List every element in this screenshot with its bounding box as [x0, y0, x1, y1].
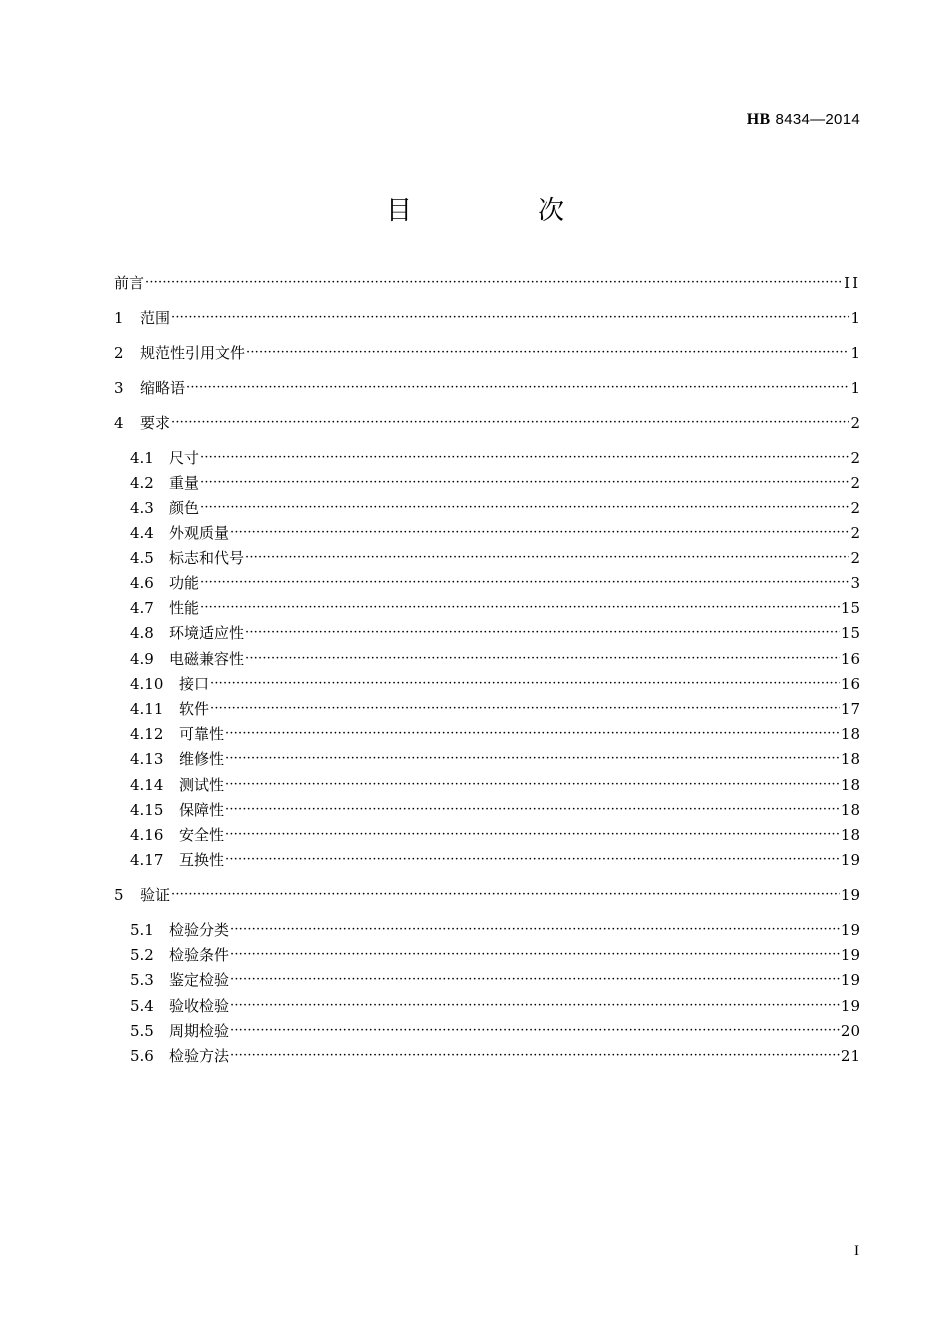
toc-entry-page: 2 — [850, 499, 860, 517]
toc-entry-page: 1 — [850, 379, 860, 397]
dot-leader — [200, 473, 849, 493]
toc-entry-page: 20 — [840, 1022, 860, 1040]
toc-entry-label: 鉴定检验 — [169, 971, 230, 989]
toc-entry[interactable] — [114, 378, 860, 398]
toc-entry[interactable] — [130, 548, 860, 568]
toc-entry-label: 前言 — [114, 274, 145, 292]
toc-entry[interactable] — [130, 825, 860, 845]
toc-entry-number: 5.4 — [130, 997, 154, 1015]
toc-entry-page: 18 — [840, 725, 860, 743]
toc-entry-number: 4.13 — [130, 750, 164, 768]
toc-entry[interactable] — [114, 343, 860, 363]
toc-entry-number: 2 — [114, 344, 124, 362]
toc-entry-page: 19 — [840, 997, 860, 1015]
toc-entry-label: 标志和代号 — [169, 549, 245, 567]
toc-entry-page: 18 — [840, 776, 860, 794]
toc-entry-page: 1 — [850, 344, 860, 362]
toc-entry-label: 测试性 — [179, 776, 225, 794]
dot-leader — [230, 970, 840, 990]
toc-entry[interactable] — [114, 273, 860, 293]
toc-entry[interactable] — [130, 674, 860, 694]
toc-entry-label: 功能 — [169, 574, 200, 592]
dot-leader — [145, 273, 843, 293]
toc-entry-label: 尺寸 — [169, 449, 200, 467]
toc-entry[interactable] — [130, 473, 860, 493]
toc-entry-page: 1 — [850, 309, 860, 327]
toc-entry-number: 5.1 — [130, 921, 154, 939]
toc-entry-label: 维修性 — [179, 750, 225, 768]
toc-entry-number: 4.14 — [130, 776, 164, 794]
toc-entry[interactable] — [130, 699, 860, 719]
toc-entry-number: 4.4 — [130, 524, 154, 542]
toc-entry-label: 检验方法 — [169, 1047, 230, 1065]
toc-entry[interactable] — [130, 573, 860, 593]
toc-entry-number: 5 — [114, 886, 124, 904]
toc-entry-label: 检验条件 — [169, 946, 230, 964]
toc-entry-number: 1 — [114, 309, 124, 327]
toc-entry[interactable] — [130, 920, 860, 940]
toc-entry-label: 要求 — [140, 414, 171, 432]
toc-entry-label: 外观质量 — [169, 524, 230, 542]
toc-entry-label: 检验分类 — [169, 921, 230, 939]
toc-entry-label: 软件 — [179, 700, 210, 718]
dot-leader — [246, 343, 849, 363]
toc-entry-label: 接口 — [179, 675, 210, 693]
toc-entry-number: 4.6 — [130, 574, 154, 592]
toc-entry-page: 19 — [840, 851, 860, 869]
dot-leader — [210, 674, 840, 694]
toc-entry[interactable] — [130, 970, 860, 990]
dot-leader — [225, 850, 840, 870]
standard-prefix: HB — [746, 111, 771, 128]
toc-entry[interactable] — [130, 649, 860, 669]
dot-leader — [230, 996, 840, 1016]
toc-entry[interactable] — [130, 775, 860, 795]
toc-entry[interactable] — [130, 850, 860, 870]
toc-entry-number: 4.1 — [130, 449, 154, 467]
toc-entry-page: 17 — [840, 700, 860, 718]
toc-entry[interactable] — [130, 523, 860, 543]
toc-entry-label: 范围 — [140, 309, 171, 327]
dot-leader — [230, 1046, 840, 1066]
toc-entry-page: 19 — [840, 946, 860, 964]
toc-entry-label: 性能 — [169, 599, 200, 617]
toc-entry-page: 18 — [840, 826, 860, 844]
dot-leader — [245, 548, 849, 568]
toc-entry[interactable] — [130, 1046, 860, 1066]
toc-entry-number: 5.3 — [130, 971, 154, 989]
dot-leader — [186, 378, 849, 398]
dot-leader — [171, 308, 849, 328]
toc-entry-page: 2 — [850, 414, 860, 432]
toc-entry-page: 19 — [840, 971, 860, 989]
toc-entry-label: 环境适应性 — [169, 624, 245, 642]
toc-entry[interactable] — [114, 885, 860, 905]
toc-entry-page: 19 — [840, 886, 860, 904]
dot-leader — [245, 623, 840, 643]
standard-code — [747, 110, 860, 129]
toc-entry-number: 4.3 — [130, 499, 154, 517]
toc-entry-label: 验收检验 — [169, 997, 230, 1015]
toc-entry[interactable] — [130, 800, 860, 820]
dot-leader — [230, 1021, 840, 1041]
toc-entry-page: 16 — [840, 650, 860, 668]
toc-entry-page: 19 — [840, 921, 860, 939]
footer-page-number: I — [854, 1243, 859, 1259]
toc-entry-number: 4.10 — [130, 675, 164, 693]
toc-entry-number: 3 — [114, 379, 124, 397]
toc-entry[interactable] — [114, 413, 860, 433]
toc-entry-number: 4.15 — [130, 801, 164, 819]
dot-leader — [225, 749, 840, 769]
toc-entry[interactable] — [130, 996, 860, 1016]
toc-entry-number: 4.7 — [130, 599, 154, 617]
toc-entry[interactable] — [130, 498, 860, 518]
toc-entry-page: 2 — [850, 549, 860, 567]
toc-entry-number: 4.16 — [130, 826, 164, 844]
toc-entry-number: 4.11 — [130, 700, 164, 718]
toc-entry-page: 2 — [850, 474, 860, 492]
dot-leader — [200, 498, 849, 518]
toc-entry-number: 4.8 — [130, 624, 154, 642]
toc-entry-label: 颜色 — [169, 499, 200, 517]
toc-entry-label: 可靠性 — [179, 725, 225, 743]
toc-entry-number: 5.5 — [130, 1022, 154, 1040]
toc-entry-label: 重量 — [169, 474, 200, 492]
toc-entry-number: 4.12 — [130, 725, 164, 743]
toc-entry-label: 验证 — [140, 886, 171, 904]
dot-leader — [230, 920, 840, 940]
toc-entry-page: 15 — [840, 624, 860, 642]
toc-entry[interactable] — [130, 724, 860, 744]
toc-entry-page: 2 — [850, 524, 860, 542]
toc-entry-label: 安全性 — [179, 826, 225, 844]
dot-leader — [225, 775, 840, 795]
toc-entry-number: 4.9 — [130, 650, 154, 668]
toc-entry[interactable] — [130, 598, 860, 618]
toc-entry-number: 5.6 — [130, 1047, 154, 1065]
dot-leader — [225, 800, 840, 820]
toc-entry-label: 互换性 — [179, 851, 225, 869]
dot-leader — [245, 649, 840, 669]
toc-entry-number: 5.2 — [130, 946, 154, 964]
dot-leader — [200, 448, 849, 468]
dot-leader — [230, 945, 840, 965]
toc-entry[interactable] — [130, 1021, 860, 1041]
toc-entry-number: 4.17 — [130, 851, 164, 869]
toc-entry[interactable] — [130, 749, 860, 769]
dot-leader — [210, 699, 840, 719]
toc-entry[interactable] — [130, 945, 860, 965]
toc-entry[interactable] — [130, 623, 860, 643]
toc-entry-number: 4 — [114, 414, 124, 432]
dot-leader — [225, 724, 840, 744]
dot-leader — [171, 885, 840, 905]
dot-leader — [225, 825, 840, 845]
toc-entry-page: 18 — [840, 801, 860, 819]
page-title: 目 次 — [385, 196, 614, 226]
toc-entry-label: 周期检验 — [169, 1022, 230, 1040]
dot-leader — [200, 573, 849, 593]
toc-entry-label: 规范性引用文件 — [140, 344, 246, 362]
toc-entry-page: 15 — [840, 599, 860, 617]
toc-entry-label: 缩略语 — [140, 379, 186, 397]
toc-entry-number: 4.2 — [130, 474, 154, 492]
toc-entry-label: 保障性 — [179, 801, 225, 819]
toc-entry-page: 3 — [850, 574, 860, 592]
standard-number: 8434—2014 — [775, 111, 860, 128]
dot-leader — [230, 523, 849, 543]
toc-entry-page: 18 — [840, 750, 860, 768]
toc-entry-page: II — [844, 274, 860, 292]
toc-entry-page: 2 — [850, 449, 860, 467]
dot-leader — [171, 413, 849, 433]
toc-entry[interactable] — [130, 448, 860, 468]
toc-entry[interactable] — [114, 308, 860, 328]
toc-entry-page: 16 — [840, 675, 860, 693]
dot-leader — [200, 598, 840, 618]
toc-entry-page: 21 — [840, 1047, 860, 1065]
toc-entry-label: 电磁兼容性 — [169, 650, 245, 668]
toc-entry-number: 4.5 — [130, 549, 154, 567]
